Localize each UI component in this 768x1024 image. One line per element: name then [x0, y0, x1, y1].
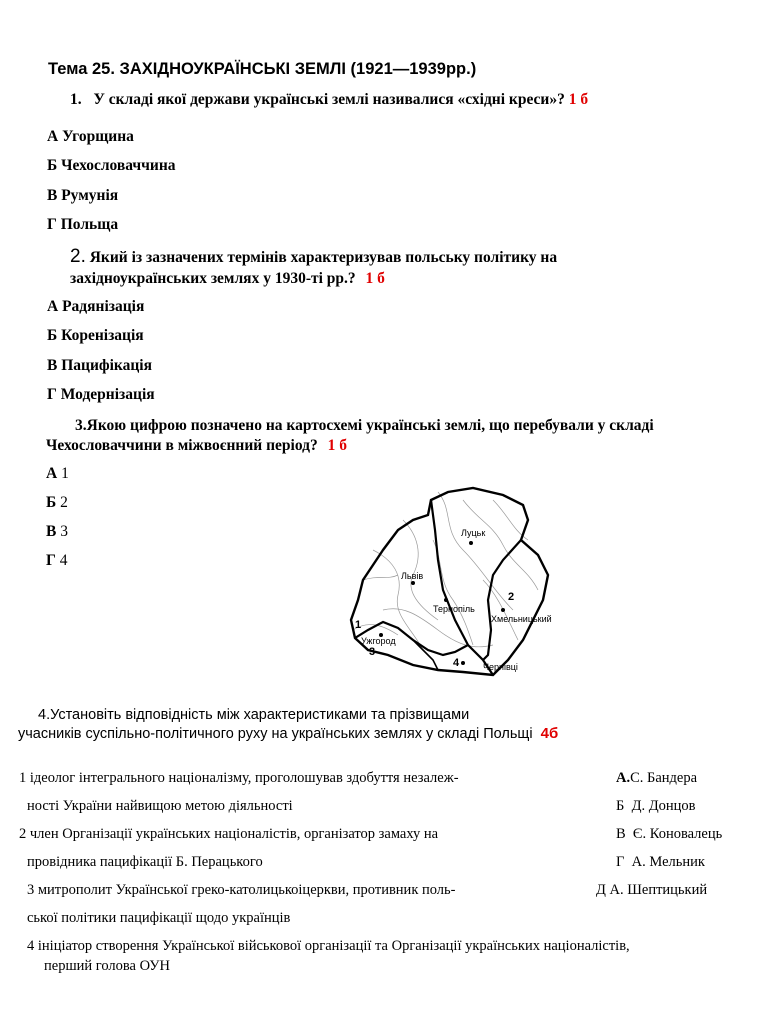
question-2-points: 1 б [365, 270, 385, 287]
map-number-2: 2 [508, 591, 515, 603]
map-city-lutsk: Луцьк [461, 528, 486, 538]
match-item-3-line1: 3 митрополит Української греко-католицькоіцеркви, противник поль- [27, 882, 456, 898]
page-title: Тема 25. ЗАХІДНОУКРАЇНСЬКІ ЗЕМЛІ (1921—1939рр.) [48, 60, 477, 78]
question-2-line2 [70, 269, 385, 288]
question-1-option-c[interactable]: В Румунія [47, 187, 119, 204]
match-item-2-line1: 2 член Організації українських націоналістів, організатор замаху на [19, 826, 439, 842]
match-item-4-line1: 4 ініціатор створення Української військової організації та Організації українських націоналістів, [27, 938, 630, 954]
question-3-option-a[interactable]: А 1 [46, 465, 69, 482]
question-2-text-line1: Який із зазначених термінів характеризував польську політику на [89, 249, 558, 266]
map-number-4: 4 [453, 657, 460, 669]
match-item-4-line2: перший голова ОУН [44, 958, 170, 974]
map-number-3: 3 [369, 646, 376, 658]
question-1-option-b[interactable]: Б Чехословаччина [47, 157, 176, 174]
match-answer-a[interactable]: А.С. Бандера [616, 770, 698, 786]
map-city-chernivtsi: Чернівці [483, 662, 518, 672]
question-1-option-d[interactable]: Г Польща [47, 216, 119, 233]
match-answer-c[interactable]: В Є. Коновалець [616, 826, 723, 842]
match-item-2-line2: провідника пацифікації Б. Перацького [27, 854, 263, 870]
question-4-text-line2: учасників суспільно-політичного руху на українських землях у складі Польщі [18, 726, 533, 742]
match-item-3-line2: ської політики пацифікації щодо українців [27, 910, 291, 926]
question-1-points: 1 б [568, 91, 589, 108]
question-1-option-a[interactable]: А Угорщина [47, 128, 134, 145]
map-city-ternopil: Тернопіль [433, 604, 475, 614]
map-city-lviv: Львів [401, 571, 424, 581]
question-2-text-line2: західноукраїнських землях у 1930-ті рр.? [70, 270, 356, 287]
map-number-1: 1 [355, 619, 362, 631]
question-1 [70, 90, 588, 109]
question-2-option-c[interactable]: В Пацифікація [47, 357, 152, 374]
question-3-option-c[interactable]: В 3 [46, 523, 68, 540]
question-4-text-line1: 4.Установіть відповідність між характеристиками та прізвищами [38, 707, 470, 723]
match-answer-d[interactable]: Г А. Мельник [616, 854, 705, 870]
map-city-khmelnytskyi: Хмельницький [491, 614, 552, 624]
question-4-line2 [18, 725, 558, 742]
question-1-number: 1. [70, 91, 82, 108]
question-4-points: 4б [540, 725, 559, 742]
question-3-line2 [46, 436, 347, 455]
match-answer-e[interactable]: Д А. Шептицький [596, 882, 708, 898]
region-map [343, 480, 558, 682]
match-answer-b[interactable]: Б Д. Донцов [616, 798, 696, 814]
question-2-option-d[interactable]: Г Модернізація [47, 386, 155, 403]
question-3-text-line1: 3.Якою цифрою позначено на картосхемі українські землі, що перебували у складі [75, 417, 654, 434]
question-3-points: 1 б [327, 437, 347, 454]
question-2-line1 [70, 247, 557, 267]
question-1-text: У складі якої держави українські землі називалися «східні креси»? [93, 91, 565, 108]
question-2-option-a[interactable]: А Радянізація [47, 298, 145, 315]
match-item-1-line1: 1 ідеолог інтегрального націоналізму, проголошував здобуття незалеж- [19, 770, 459, 786]
map-city-uzhhorod: Ужгород [361, 636, 396, 646]
question-3-text-line2: Чехословаччини в міжвоєнний період? [46, 437, 318, 454]
question-2-number: 2. [70, 246, 86, 267]
question-3-option-d[interactable]: Г 4 [46, 552, 68, 569]
match-item-1-line2: ності України найвищою метою діяльності [27, 798, 293, 814]
question-2-option-b[interactable]: Б Коренізація [47, 327, 144, 344]
question-3-option-b[interactable]: Б 2 [46, 494, 68, 511]
